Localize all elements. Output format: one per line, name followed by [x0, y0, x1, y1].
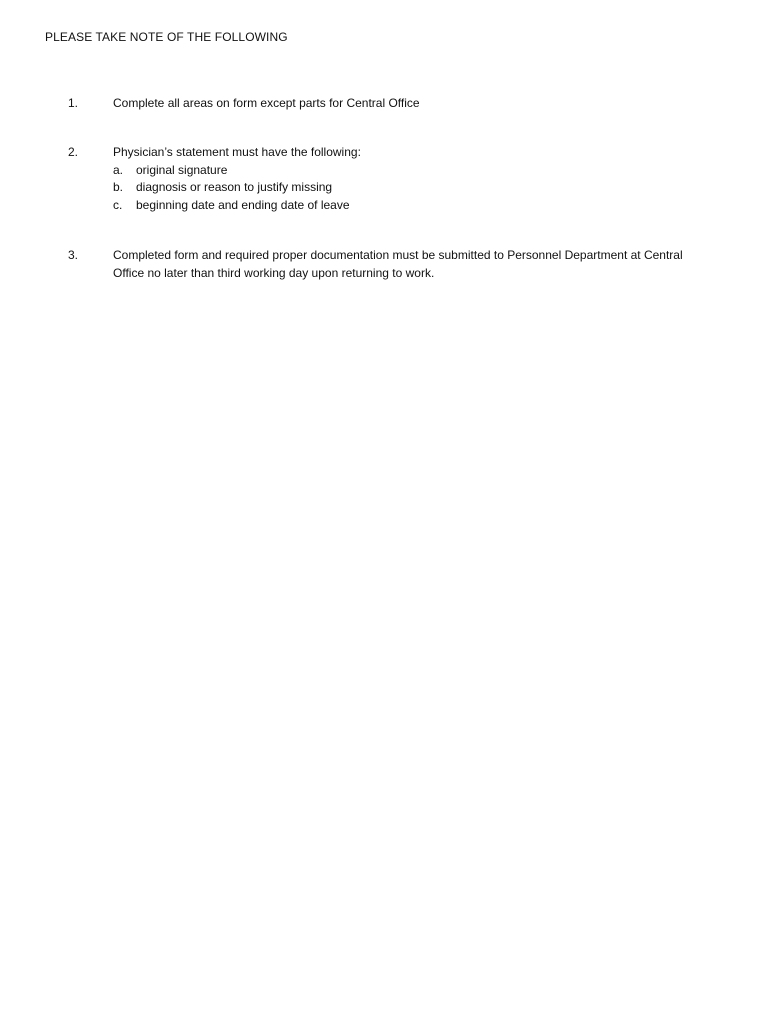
sublist-letter: a. — [113, 162, 124, 177]
sublist-text: original signature — [136, 162, 228, 177]
list-item-text: Physician’s statement must have the following: — [113, 145, 361, 159]
sublist-text: beginning date and ending date of leave — [136, 197, 350, 212]
sublist-item-c — [113, 197, 733, 215]
list-item-content — [113, 144, 733, 214]
list-item-text: Complete all areas on form except parts for Central Office — [113, 96, 420, 110]
list-item-number: 1. — [68, 96, 79, 110]
sublist-letter: c. — [113, 197, 123, 212]
list-item-number: 2. — [68, 145, 79, 159]
list-item-content — [113, 247, 733, 282]
list-item-text-line-2: Office no later than third working day upon returning to work. — [113, 265, 435, 280]
sublist-item-b — [113, 179, 733, 197]
list-item-text-line-1: Completed form and required proper documentation must be submitted to Personnel Department at Central — [113, 248, 683, 262]
sublist-text: diagnosis or reason to justify missing — [136, 180, 333, 194]
sublist-letter: b. — [113, 180, 124, 194]
sublist-item-a — [113, 162, 733, 180]
list-item-number: 3. — [68, 248, 79, 262]
page-heading: PLEASE TAKE NOTE OF THE FOLLOWING — [45, 30, 288, 44]
